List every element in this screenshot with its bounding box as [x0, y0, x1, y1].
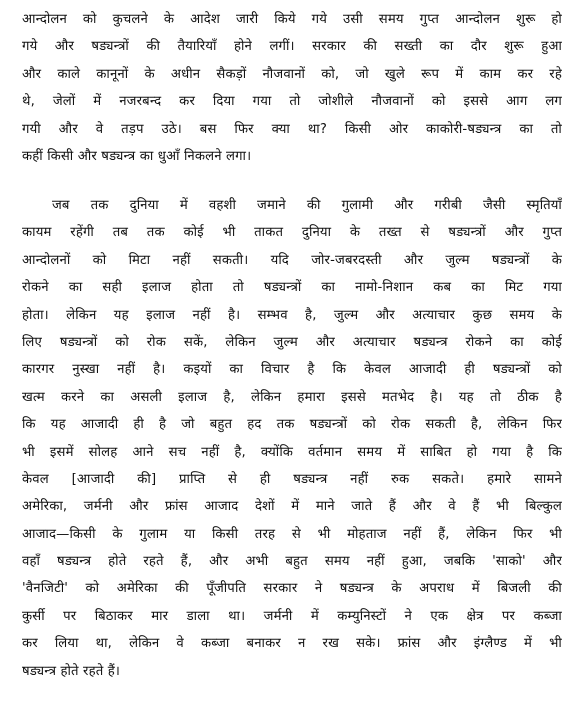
- text-line: भी इसमें सोलह आने सच नहीं है, क्योंकि वर्तमान समय में साबित हो गया है कि: [22, 444, 562, 460]
- text-line: कर लिया था, लेकिन वे कब्जा बनाकर न रख सके। फ्रांस और इंग्लैण्ड में भी: [22, 636, 562, 652]
- text-line: षड्यन्त्र होते रहते हैं।: [22, 663, 121, 679]
- text-line: और काले कानूनों के अधीन सैकड़ों नौजवानों को, जो खुले रूप में काम कर रहे: [22, 66, 562, 82]
- text-line: अमेरिका, जर्मनी और फ्रांस आजाद देशों में माने जाते हैं और वे हैं भी बिल्कुल: [22, 499, 562, 515]
- text-line: 'वैनजिटी' को अमेरिका की पूँजीपति सरकार ने षड्यन्त्र के अपराध में बिजली की: [22, 581, 562, 597]
- text-line: कि यह आजादी ही है जो बहुत हद तक षड्यन्त्रों को रोक सकती है, लेकिन फिर: [22, 417, 562, 433]
- text-line: कारगर नुस्खा नहीं है। कइयों का विचार है कि केवल आजादी ही षड्यन्त्रों को: [22, 362, 562, 378]
- text-line: गयी और वे तड़प उठे। बस फिर क्या था? किसी ओर काकोरी-षड्यन्त्र का तो: [22, 121, 562, 137]
- text-line: जब तक दुनिया में वहशी जमाने की गुलामी और गरीबी जैसी स्मृतियाँ: [52, 198, 562, 213]
- text-line: लिए षड्यन्त्रों को रोक सकें, लेकिन जुल्म और अत्याचार षड्यन्त्र रोकने का कोई: [22, 334, 562, 350]
- paragraph-1: [22, 6, 562, 170]
- text-line: होता। लेकिन यह इलाज नहीं है। सम्भव है, जुल्म और अत्याचार कुछ समय के: [22, 307, 562, 323]
- text-line: आन्दोलन को कुचलने के आदेश जारी किये गये उसी समय गुप्त आन्दोलन शुरू हो: [22, 12, 562, 27]
- text-line: केवल [आजादी की] प्राप्ति से ही षड्यन्त्र नहीं रुक सकते। हमारे सामने: [22, 471, 562, 487]
- text-line: वहाँ षड्यन्त्र होते रहते हैं, और अभी बहुत समय नहीं हुआ, जबकि 'साको' और: [22, 554, 562, 570]
- text-line: आजाद—किसी के गुलाम या किसी तरह से भी मोहताज नहीं हैं, लेकिन फिर भी: [22, 526, 562, 542]
- text-line: कहीं किसी और षड्यन्त्र का धुआँ निकलने लगा।: [22, 148, 252, 164]
- text-line: कुर्सी पर बिठाकर मार डाला था। जर्मनी में कम्युनिस्टों ने एक क्षेत्र पर कब्जा: [22, 608, 562, 624]
- text-line: गये और षड्यन्त्रों की तैयारियाँ होने लगीं। सरकार की सख्ती का दौर शुरू हुआ: [22, 39, 562, 55]
- text-line: रोकने का सही इलाज होता तो षड्यन्त्रों का नामो-निशान कब का मिट गया: [22, 280, 562, 296]
- text-line: आन्दोलनों को मिटा नहीं सकती। यदि जोर-जबरदस्ती और जुल्म षड्यन्त्रों के: [22, 252, 562, 268]
- text-line: कायम रहेंगी तब तक कोई भी ताकत दुनिया के तख्त से षड्यन्त्रों और गुप्त: [22, 225, 562, 241]
- text-line: थे, जेलों में नजरबन्द कर दिया गया तो जोशीले नौजवानों को इससे आग लग: [22, 94, 562, 110]
- paragraph-2: [22, 192, 562, 685]
- text-line: खत्म करने का असली इलाज है, लेकिन हमारा इससे मतभेद है। यह तो ठीक है: [22, 389, 562, 405]
